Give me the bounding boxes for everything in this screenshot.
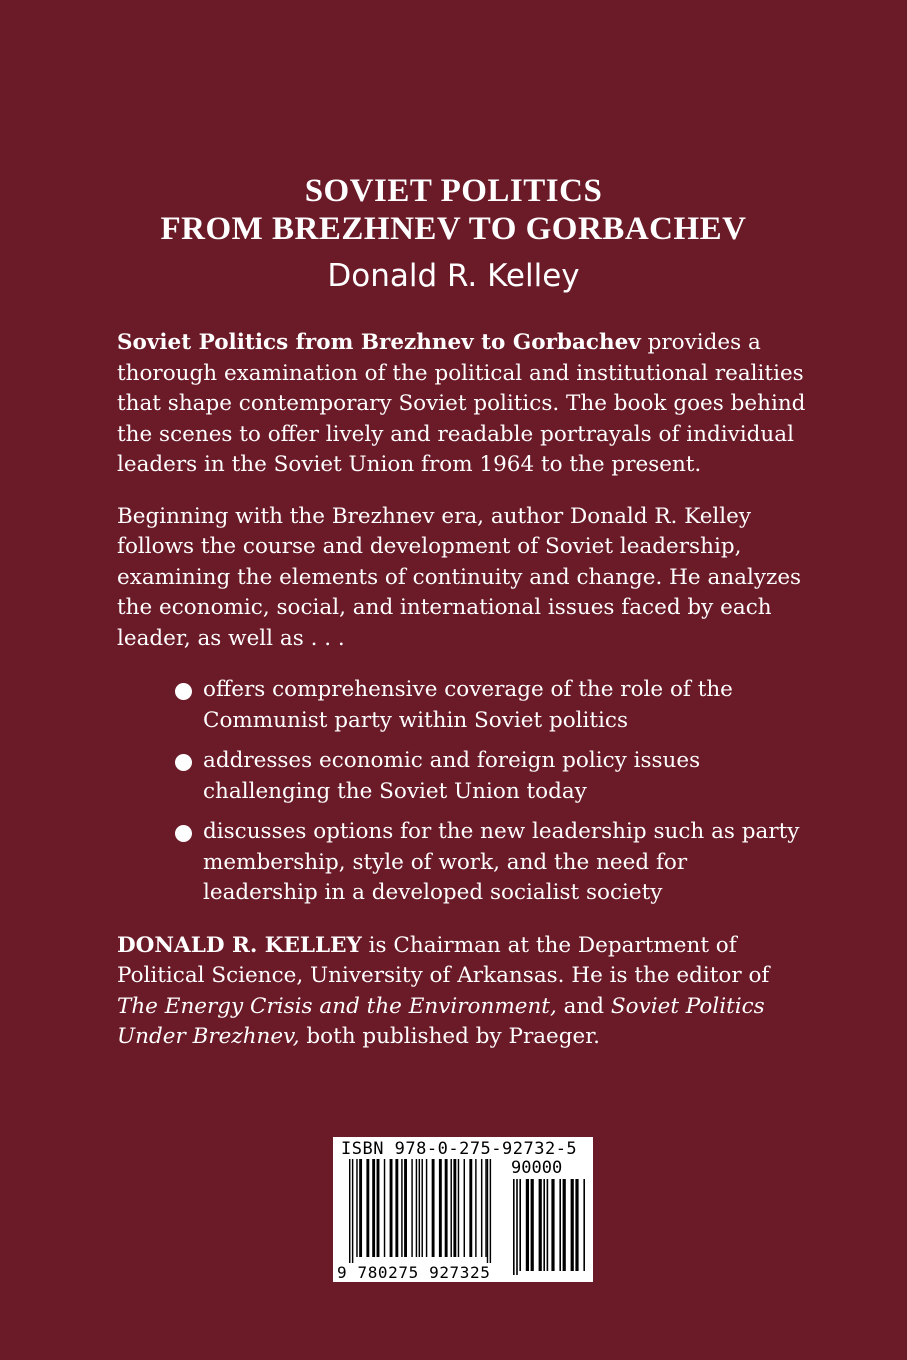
- bio-text-2: and: [556, 993, 611, 1019]
- barcode-bar: [349, 1159, 350, 1263]
- bio-text-3: both published by Praeger.: [299, 1024, 601, 1049]
- bullet-text: discusses options for the new leadership such as party membership, style of work, and the need for leadership in a developed socialist society: [203, 819, 800, 905]
- addon-barcode-bars: [513, 1179, 585, 1275]
- barcode-bar: [416, 1159, 417, 1257]
- barcode-bar: [516, 1179, 518, 1275]
- author-bio: [117, 931, 807, 1053]
- barcode-bar: [366, 1159, 369, 1257]
- intro-book-title: Soviet Politics from Brezhnev to Gorbachev: [117, 330, 641, 355]
- barcode-bar: [543, 1179, 545, 1271]
- list-item: [175, 746, 807, 807]
- barcode-bar: [559, 1179, 561, 1271]
- intro-text: provides a thorough examination of the political and institutional realities that shape contemporary Soviet politics. The book goes behind the scenes to offer lively and readable portrayals of individual leaders in the Soviet Union from 1964 to the present.: [117, 330, 806, 477]
- barcode-bar: [519, 1179, 521, 1271]
- barcode-bar: [384, 1159, 385, 1257]
- barcode-bar: [356, 1159, 357, 1257]
- barcode-bar: [372, 1159, 375, 1257]
- barcode-bar: [531, 1179, 534, 1271]
- barcode-bar: [377, 1159, 380, 1257]
- barcode-bar: [487, 1159, 488, 1263]
- barcode-bar: [453, 1159, 456, 1257]
- barcode-bar: [404, 1159, 407, 1257]
- barcode-bar: [526, 1179, 529, 1271]
- bullet-icon: [175, 825, 192, 842]
- bullet-icon: [175, 683, 192, 700]
- bio-book-2: Soviet Politics Under Brezhnev,: [117, 993, 765, 1049]
- feature-list: [175, 675, 807, 909]
- barcode-bar: [475, 1159, 476, 1257]
- barcode-bar: [575, 1179, 578, 1271]
- barcode-bar: [432, 1159, 435, 1257]
- ean-barcode-bars: [349, 1159, 499, 1263]
- barcode-bar: [485, 1159, 486, 1257]
- description: [117, 328, 807, 1074]
- barcode-bar: [359, 1159, 362, 1257]
- barcode-bar: [583, 1179, 585, 1271]
- barcode-bar: [426, 1159, 427, 1257]
- bullet-icon: [175, 754, 192, 771]
- author-name: Donald R. Kelley: [327, 258, 580, 294]
- barcode-bar: [422, 1159, 423, 1257]
- barcode-bar: [551, 1179, 554, 1271]
- barcode-bar: [464, 1159, 465, 1257]
- barcode-bar: [513, 1179, 515, 1275]
- isbn-label: ISBN 978-0-275-92732-5: [341, 1139, 578, 1159]
- bullet-text: offers comprehensive coverage of the role of the Communist party within Soviet politics: [203, 677, 733, 733]
- barcode-bar: [571, 1179, 574, 1271]
- barcode-bar: [469, 1159, 472, 1257]
- bio-text-1: is Chairman at the Department of Political Science, University of Arkansas. He is the editor of: [117, 932, 770, 988]
- barcode-bar: [445, 1159, 448, 1257]
- intro-paragraph: [117, 328, 807, 481]
- bio-name: DONALD R. KELLEY: [117, 932, 362, 958]
- list-item: [175, 817, 807, 909]
- barcode-bar: [458, 1159, 459, 1257]
- barcode: [333, 1137, 593, 1282]
- barcode-bar: [390, 1159, 393, 1257]
- barcode-bar: [401, 1159, 402, 1257]
- ean-number: 9 780275 927325: [337, 1263, 491, 1282]
- bio-book-1: The Energy Crisis and the Environment,: [117, 993, 557, 1019]
- barcode-bar: [439, 1159, 442, 1257]
- price-code: 90000: [511, 1158, 563, 1178]
- list-item: [175, 675, 807, 736]
- second-paragraph: Beginning with the Brezhnev era, author Donald R. Kelley follows the course and development of Soviet leadership, examining the elements of continuity and change. He analyzes the economic, social, and international issues faced by each leader, as well as . . .: [117, 503, 802, 651]
- book-title-line-2: FROM BREZHNEV TO GORBACHEV: [160, 211, 747, 247]
- book-title-line-1: SOVIET POLITICS: [304, 173, 603, 209]
- title-block: [0, 172, 907, 296]
- barcode-bar: [419, 1159, 420, 1257]
- barcode-bar: [490, 1159, 491, 1263]
- barcode-bar: [411, 1159, 412, 1257]
- barcode-bar: [563, 1179, 566, 1271]
- barcode-bar: [547, 1179, 549, 1271]
- bullet-text: addresses economic and foreign policy issues challenging the Soviet Union today: [203, 748, 701, 804]
- barcode-bar: [395, 1159, 398, 1257]
- barcode-bar: [481, 1159, 482, 1257]
- barcode-bar: [539, 1179, 542, 1271]
- barcode-bar: [451, 1159, 452, 1257]
- barcode-bar: [352, 1159, 353, 1263]
